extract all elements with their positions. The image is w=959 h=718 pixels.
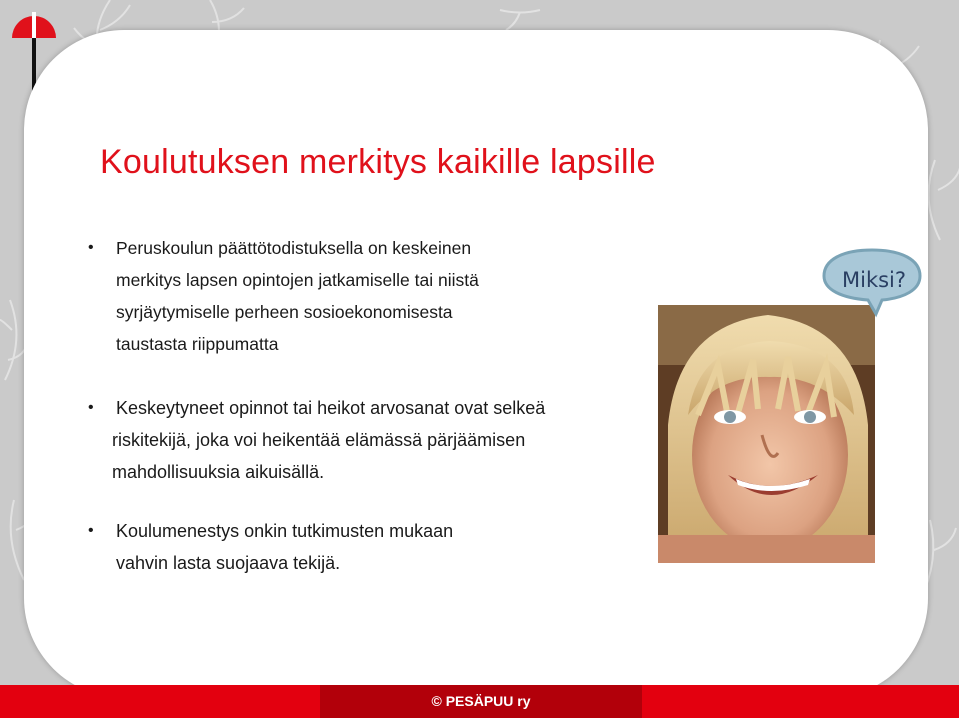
bubble-label: Miksi?: [842, 268, 907, 292]
footer-copyright: © PESÄPUU ry: [320, 685, 642, 718]
bullet-line: riskitekijä, joka voi heikentää elämässä pärjäämisen: [112, 430, 526, 450]
bullet-line: vahvin lasta suojaava tekijä.: [116, 553, 341, 573]
bullet-line: Keskeytyneet opinnot tai heikot arvosanat ovat selkeä: [116, 398, 546, 418]
child-portrait-photo: [658, 305, 875, 563]
bullet-dot-icon: •: [88, 399, 94, 416]
child-portrait-icon: [658, 305, 875, 563]
bullet-item: [88, 392, 545, 488]
slide-title: Koulutuksen merkitys kaikille lapsille: [100, 143, 656, 181]
bullet-line: Koulumenestys onkin tutkimusten mukaan: [116, 521, 454, 541]
bullet-line: mahdollisuuksia aikuisällä.: [112, 462, 325, 482]
bullet-line: merkitys lapsen opintojen jatkamiselle tai niistä: [116, 270, 479, 290]
bullet-dot-icon: •: [88, 522, 94, 539]
bullet-line: Peruskoulun päättötodistuksella on keskeinen: [116, 238, 472, 258]
bullet-dot-icon: •: [88, 239, 94, 256]
footer-bar: [0, 685, 959, 718]
bullet-item: [88, 232, 479, 360]
bullet-line: syrjäytymiselle perheen sosioekonomisesta: [116, 302, 453, 322]
bullet-line: taustasta riippumatta: [116, 334, 279, 354]
bullet-item: [88, 515, 453, 579]
